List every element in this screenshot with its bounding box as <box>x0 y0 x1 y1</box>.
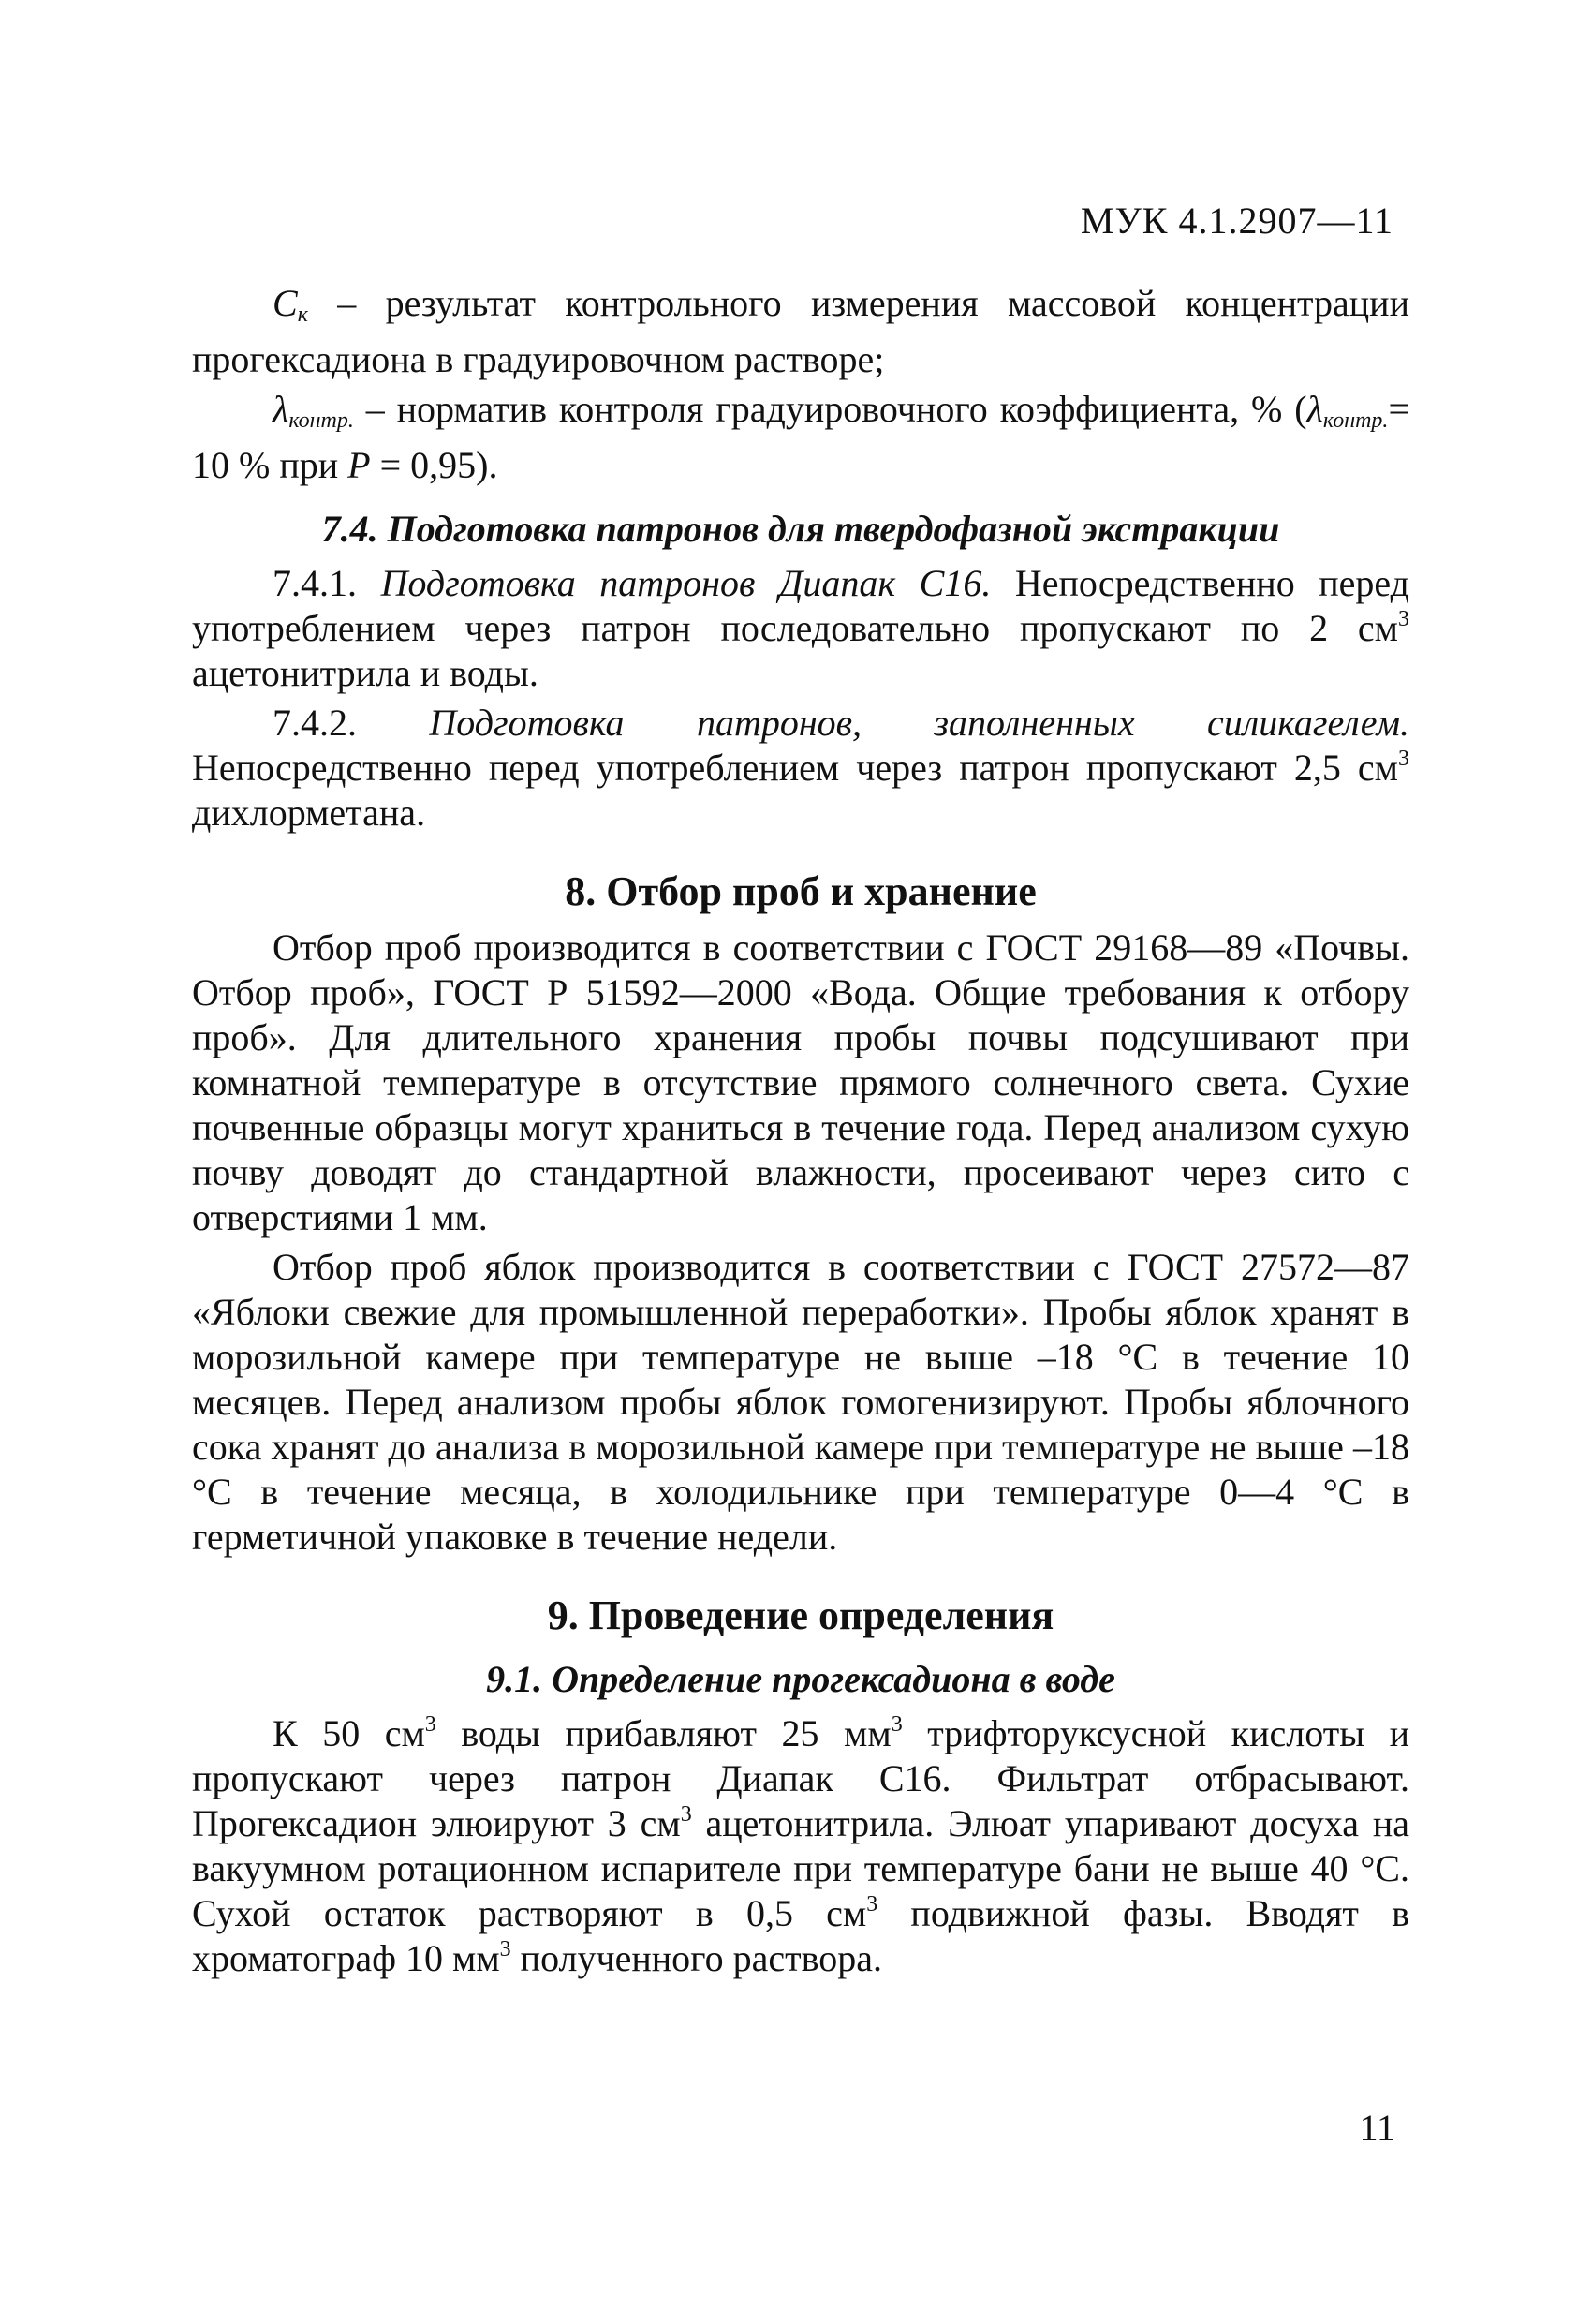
definition-lambda-text-3: = 0,95). <box>370 444 498 486</box>
paragraph-7-4-1-number: 7.4.1. <box>273 562 381 604</box>
paragraph-7-4-1 <box>192 561 1409 696</box>
symbol-p: P <box>347 444 371 486</box>
subscript-kontr: контр. <box>288 408 354 433</box>
subscript-k: к <box>297 303 308 327</box>
paragraph-7-4-2 <box>192 701 1409 836</box>
running-header: МУК 4.1.2907—11 <box>1080 200 1393 242</box>
paragraph-7-4-2-text-a: Непосредственно перед употреблением через патрон пропускают 2,5 см <box>192 747 1398 789</box>
paragraph-7-4-1-title: Подготовка патронов Диапак С16. <box>380 562 992 604</box>
paragraph-9-1-text-5: подвижной фазы. Вводят в хроматограф 10 мм <box>192 1892 1409 1979</box>
section-9-heading: 9. Проведение определения <box>547 1592 1054 1638</box>
superscript-3: 3 <box>1398 607 1409 631</box>
symbol-c: C <box>273 282 298 324</box>
page-content <box>192 281 1409 1986</box>
section-7-4-heading: 7.4. Подготовка патронов для твердофазной экстракции <box>321 508 1280 550</box>
paragraph-7-4-2-title: Подготовка патронов, заполненных силикагелем. <box>429 702 1409 744</box>
definition-ck-text: – результат контрольного измерения массовой концентрации прогексадиона в градуировочном растворе; <box>192 282 1409 380</box>
superscript-3: 3 <box>1398 747 1409 771</box>
definition-ck <box>192 281 1409 382</box>
paragraph-9-1 <box>192 1711 1409 1981</box>
section-9-1-heading: 9.1. Определение прогексадиона в воде <box>486 1658 1115 1700</box>
paragraph-7-4-1-text-a: Непосредственно перед употреблением через патрон последовательно пропускают по 2 см <box>192 562 1409 649</box>
superscript-3: 3 <box>499 1937 511 1961</box>
definition-lambda-text-2: = 10 % при <box>192 388 1409 486</box>
superscript-3: 3 <box>866 1892 878 1917</box>
subscript-kontr-2: контр. <box>1322 408 1389 433</box>
paragraph-7-4-2-text-b: дихлорметана. <box>192 792 426 834</box>
superscript-3: 3 <box>680 1802 692 1827</box>
page-number: 11 <box>1359 2107 1395 2149</box>
section-8-heading: 8. Отбор проб и хранение <box>565 868 1037 914</box>
paragraph-9-1-text-6: полученного раствора. <box>510 1937 882 1979</box>
paragraph-9-1-text-3: трифторуксусной кислоты и пропускают через патрон Диапак С16. Фильтрат отбрасывают. Прогексадион элюируют 3 см <box>192 1712 1409 1844</box>
paragraph-8-1: Отбор проб производится в соответствии с ГОСТ 29168—89 «Почвы. Отбор проб», ГОСТ Р 51592—2000 «Вода. Общие требования к отбору проб». Для длительного хранения пробы почвы подсушивают при комнатной температуре в отсутствие прямого солнечного света. Сухие почвенные образцы могут храниться в течение года. Перед анализом сухую почву доводят до стандартной влажности, просеивают через сито с отверстиями 1 мм. <box>192 926 1409 1238</box>
paragraph-9-1-text-1: К 50 см <box>273 1712 425 1754</box>
paragraph-9-1-text-2: воды прибавляют 25 мм <box>435 1712 892 1754</box>
definition-lambda <box>192 387 1409 488</box>
paragraph-7-4-1-text-b: ацетонитрила и воды. <box>192 652 538 694</box>
superscript-3: 3 <box>424 1712 436 1737</box>
superscript-3: 3 <box>891 1712 903 1737</box>
definition-lambda-text: – норматив контроля градуировочного коэффициента, % ( <box>353 388 1307 430</box>
symbol-lambda-2: λ <box>1306 388 1323 430</box>
paragraph-8-2: Отбор проб яблок производится в соответствии с ГОСТ 27572—87 «Яблоки свежие для промышленной переработки». Пробы яблок хранят в морозильной камере при температуре не выше –18 °С в течение 10 месяцев. Перед анализом пробы яблок гомогенизируют. Пробы яблочного сока хранят до анализа в морозильной камере при температуре не выше –18 °С в течение месяца, в холодильнике при температуре 0—4 °С в герметичной упаковке в течение недели. <box>192 1246 1409 1558</box>
symbol-lambda: λ <box>273 388 289 430</box>
paragraph-7-4-2-number: 7.4.2. <box>273 702 430 744</box>
paragraph-9-1-text-4: ацетонитрила. Элюат упаривают досуха на вакуумном ротационном испарителе при температуре бани не выше 40 °С. Сухой остаток растворяют в 0,5 см <box>192 1802 1410 1934</box>
